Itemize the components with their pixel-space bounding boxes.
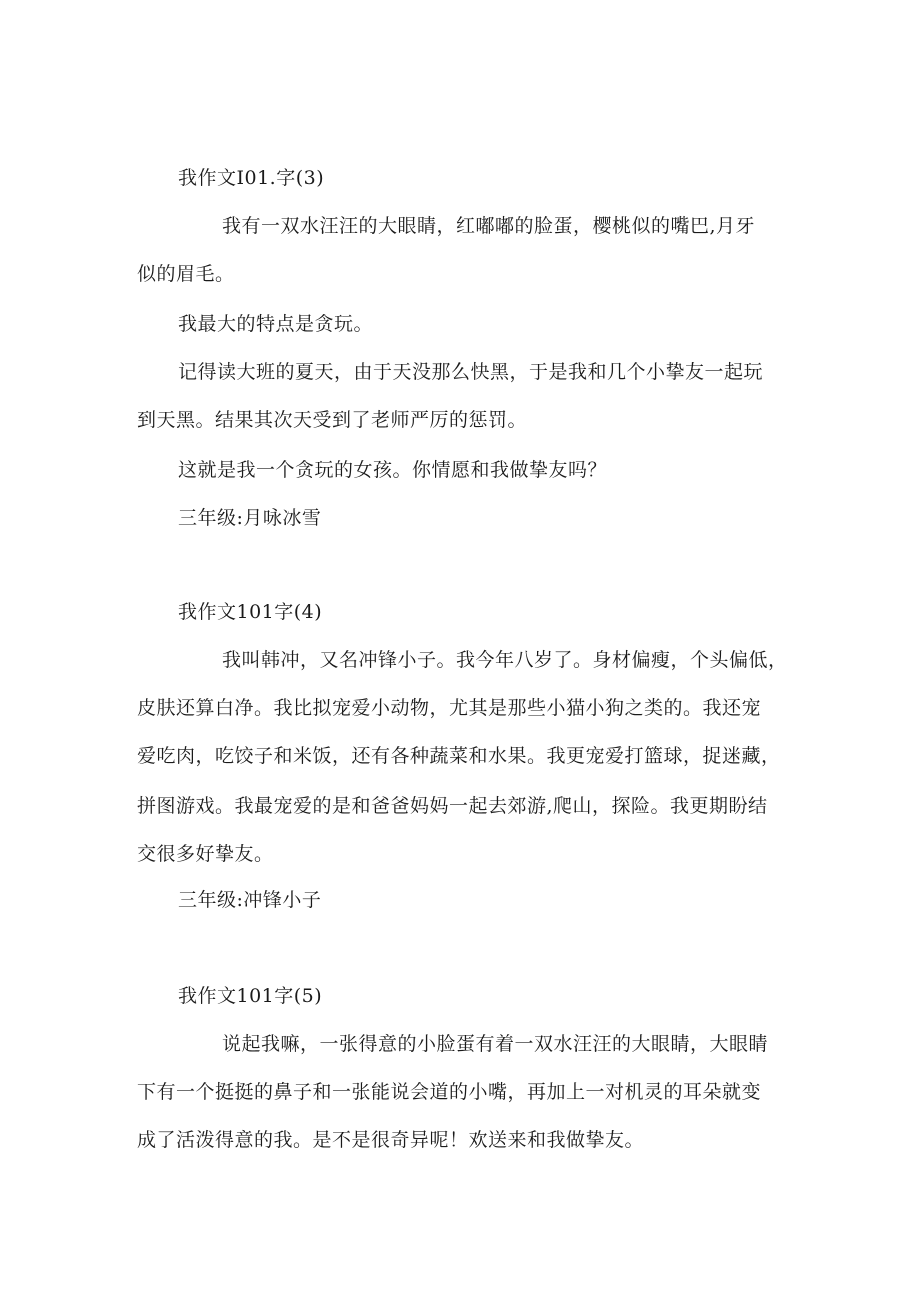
- paragraph-line: 记得读大班的夏天，由于天没那么快黑，于是我和几个小挚友一起玩: [178, 361, 764, 383]
- paragraph-line: 成了活泼得意的我。是不是很奇异呢！欢送来和我做挚友。: [137, 1129, 645, 1151]
- paragraph-line: 皮肤还算白净。我比拟宠爱小动物，尤其是那些小猫小狗之类的。我还宠: [137, 697, 762, 719]
- author-line: 三年级:冲锋小子: [178, 889, 322, 911]
- section-title: 我作文101字(5): [178, 985, 323, 1007]
- paragraph-line: 下有一个挺挺的鼻子和一张能说会道的小嘴，再加上一对机灵的耳朵就变: [137, 1081, 762, 1103]
- paragraph-line: 我最大的特点是贪玩。: [178, 313, 374, 335]
- paragraph-line: 拼图游戏。我最宠爱的是和爸爸妈妈一起去郊游,爬山，探险。我更期盼结: [137, 795, 768, 817]
- section-title: 我作文101字(4): [178, 601, 323, 623]
- section-title: 我作文I01.字(3): [178, 167, 325, 189]
- paragraph-line: 我叫韩冲，又名冲锋小子。我今年八岁了。身材偏瘦，个头偏低，: [222, 649, 788, 671]
- paragraph-line: 交很多好挚友。: [137, 843, 274, 865]
- paragraph-line: 这就是我一个贪玩的女孩。你情愿和我做挚友吗？: [178, 459, 608, 481]
- paragraph-line: 似的眉毛。: [137, 263, 235, 285]
- paragraph-line: 到天黑。结果其次天受到了老师严厉的惩罚。: [137, 409, 528, 431]
- paragraph-line: 说起我嘛，一张得意的小脸蛋有着一双水汪汪的大眼睛，大眼睛: [222, 1033, 769, 1055]
- paragraph-line: 我有一双水汪汪的大眼睛，红嘟嘟的脸蛋，樱桃似的嘴巴,月牙: [222, 215, 756, 237]
- paragraph-line: 爱吃肉，吃饺子和米饭，还有各种蔬菜和水果。我更宠爱打篮球，捉迷藏，: [137, 745, 781, 767]
- author-line: 三年级:月咏冰雪: [178, 507, 322, 529]
